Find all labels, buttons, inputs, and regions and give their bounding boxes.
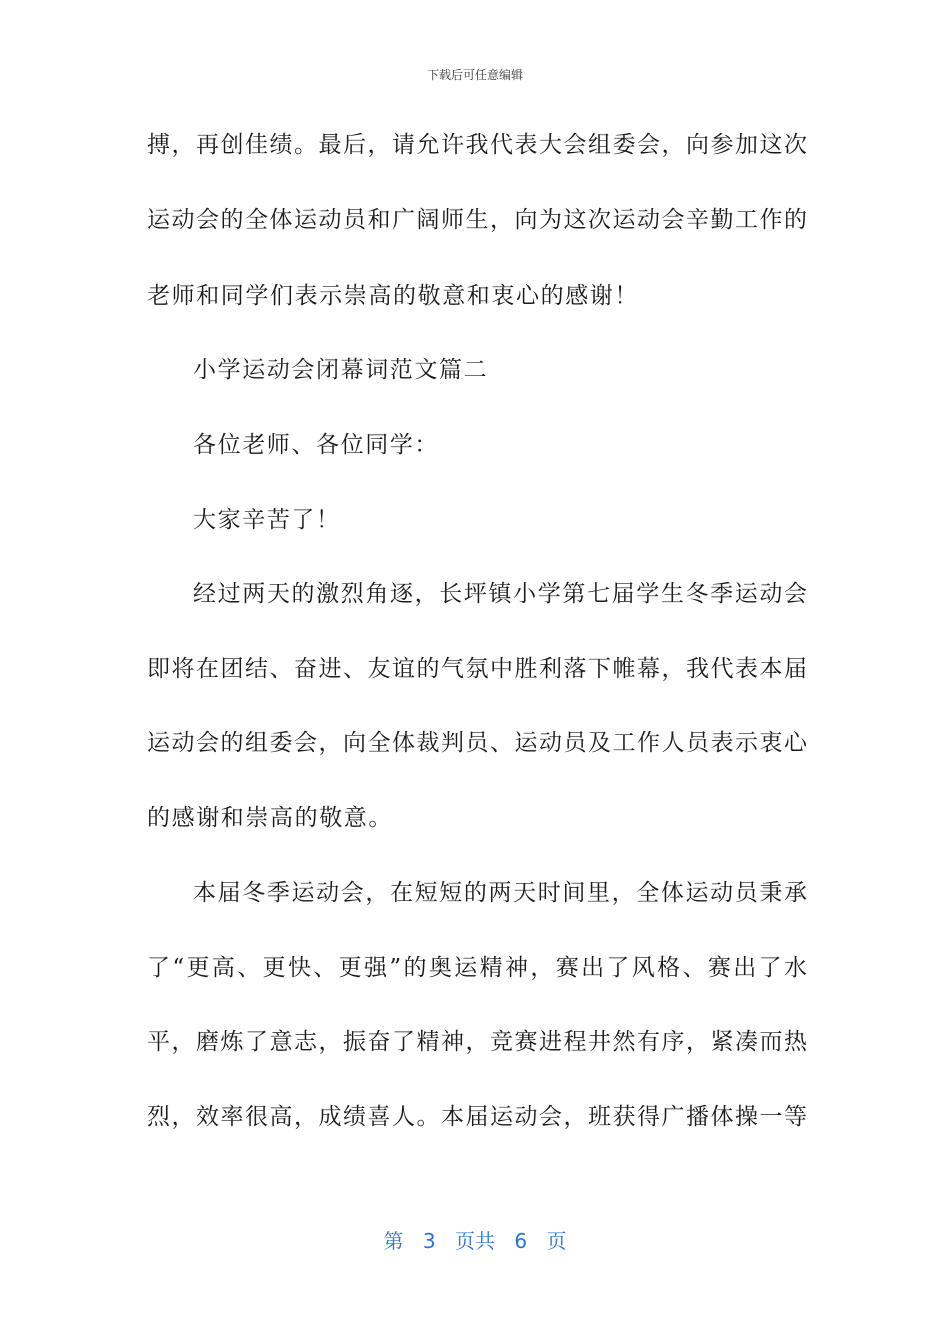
- footer-prefix: 第: [383, 1229, 404, 1253]
- paragraph-line: 老师和同学们表示崇高的敬意和衷心的感谢！: [147, 283, 639, 309]
- header-note: 下载后可任意编辑: [426, 68, 523, 82]
- paragraph-line: 运动会的全体运动员和广阔师生，向为这次运动会辛勤工作的: [147, 207, 807, 233]
- paragraph-line: 了“更高、更快、更强”的奥运精神，赛出了风格、赛出了水: [147, 955, 807, 981]
- salutation: 各位老师、各位同学：: [193, 432, 439, 458]
- total-pages-number: 6: [514, 1229, 528, 1253]
- paragraph-line: 搏，再创佳绩。最后，请允许我代表大会组委会，向参加这次: [147, 132, 807, 158]
- paragraph-line: 即将在团结、奋进、友谊的气氛中胜利落下帷幕，我代表本届: [147, 656, 807, 682]
- footer-suffix: 页: [546, 1229, 567, 1253]
- paragraph-line: 的感谢和崇高的敬意。: [147, 805, 393, 831]
- paragraph-line: 烈，效率很高，成绩喜人。本届运动会，班获得广播体操一等: [147, 1104, 807, 1130]
- footer-middle: 页共: [455, 1229, 495, 1253]
- current-page-number: 3: [422, 1229, 436, 1253]
- greeting: 大家辛苦了！: [193, 507, 341, 533]
- paragraph-line: 平，磨炼了意志，振奋了精神，竞赛进程井然有序，紧凑而热: [147, 1029, 807, 1055]
- paragraph-line: 经过两天的激烈角逐，长坪镇小学第七届学生冬季运动会: [193, 581, 807, 607]
- paragraph-line: 运动会的组委会，向全体裁判员、运动员及工作人员表示衷心: [147, 730, 807, 756]
- page-footer: [0, 1225, 950, 1254]
- section-heading: 小学运动会闭幕词范文篇二: [193, 357, 489, 383]
- paragraph-line: 本届冬季运动会，在短短的两天时间里，全体运动员秉承: [193, 880, 807, 906]
